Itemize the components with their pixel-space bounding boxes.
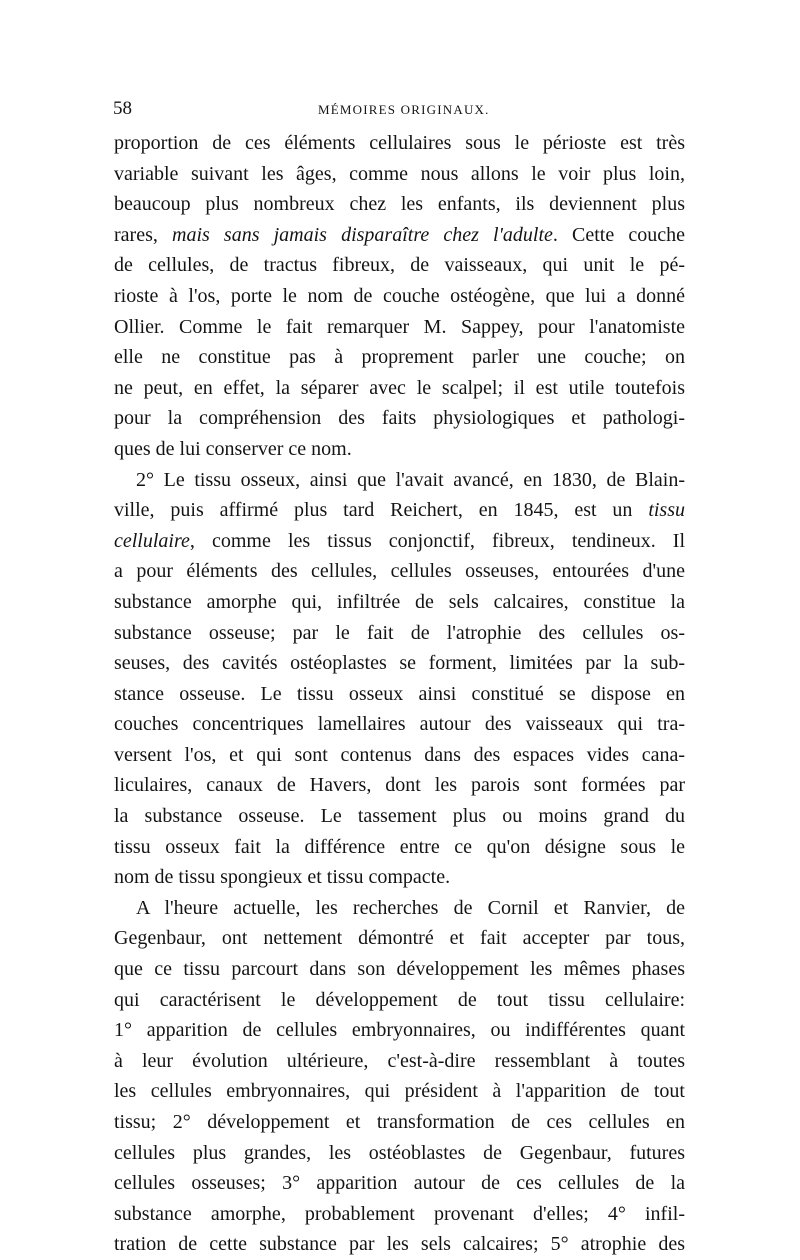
text-line: [114, 220, 685, 251]
text-line: beaucoup plus nombreux chez les enfants, ils deviennent plus: [114, 193, 685, 216]
text-line: substance amorphe qui, infiltrée de sels calcaires, constitue la: [114, 590, 685, 613]
running-title: MÉMOIRES ORIGINAUX.: [318, 102, 490, 117]
text-line: [114, 526, 685, 557]
text-line: couches concentriques lamellaires autour des vaisseaux qui tra-: [114, 713, 685, 736]
text-line: 2° Le tissu osseux, ainsi que l'avait avancé, en 1830, de Blain-: [136, 468, 685, 491]
text-line: rioste à l'os, porte le nom de couche ostéogène, que lui a donné: [114, 284, 685, 307]
text-segment: ville, puis affirmé plus tard Reichert, en 1845, est un: [114, 499, 649, 522]
italic-segment: tissu: [648, 499, 685, 522]
text-line: A l'heure actuelle, les recherches de Cornil et Ranvier, de: [136, 896, 685, 919]
text-line: seuses, des cavités ostéoplastes se forment, limitées par la sub-: [114, 652, 685, 675]
text-line: [114, 495, 685, 526]
text-line: Gegenbaur, ont nettement démontré et fait accepter par tous,: [114, 927, 685, 950]
text-segment: , comme les tissus conjonctif, fibreux, tendineux. Il: [189, 529, 685, 552]
text-line: 1° apparition de cellules embryonnaires, ou indifférentes quant: [114, 1019, 685, 1042]
text-line: stance osseuse. Le tissu osseux ainsi constitué se dispose en: [114, 682, 685, 705]
text-line: nom de tissu spongieux et tissu compacte.: [114, 866, 451, 889]
page-header: [113, 98, 687, 120]
text-line: elle ne constitue pas à proprement parler une couche; on: [114, 346, 685, 369]
text-line: a pour éléments des cellules, cellules osseuses, entourées d'une: [114, 560, 685, 583]
text-line: Ollier. Comme le fait remarquer M. Sappey, pour l'anatomiste: [114, 315, 685, 338]
text-line: cellules plus grandes, les ostéoblastes de Gegenbaur, futures: [114, 1141, 685, 1164]
text-segment: rares,: [114, 223, 172, 246]
text-line: substance amorphe, probablement provenant d'elles; 4° infil-: [114, 1202, 685, 1225]
text-line: tissu; 2° développement et transformation de ces cellules en: [114, 1111, 685, 1133]
text-line: ques de lui conserver ce nom.: [114, 437, 352, 460]
text-line: variable suivant les âges, comme nous allons le voir plus loin,: [114, 162, 685, 185]
text-line: pour la compréhension des faits physiologiques et pathologi-: [114, 407, 685, 430]
text-line: de cellules, de tractus fibreux, de vaisseaux, qui unit le pé-: [114, 254, 685, 277]
text-line: qui caractérisent le développement de tout tissu cellulaire:: [114, 988, 685, 1011]
text-line: proportion de ces éléments cellulaires sous le périoste est très: [114, 132, 685, 154]
text-line: versent l'os, et qui sont contenus dans des espaces vides cana-: [114, 743, 685, 766]
body-text: [114, 128, 685, 1260]
text-line: à leur évolution ultérieure, c'est-à-dire ressemblant à toutes: [114, 1049, 685, 1072]
text-line: ne peut, en effet, la séparer avec le scalpel; il est utile toutefois: [114, 376, 685, 399]
text-segment: . Cette couche: [552, 223, 685, 246]
text-line: que ce tissu parcourt dans son développement les mêmes phases: [114, 958, 685, 981]
italic-segment: mais sans jamais disparaître chez l'adulte: [172, 223, 553, 246]
text-line: la substance osseuse. Le tassement plus ou moins grand du: [114, 805, 685, 828]
text-line: tissu osseux fait la différence entre ce qu'on désigne sous le: [114, 835, 685, 858]
text-line: substance osseuse; par le fait de l'atrophie des cellules os-: [114, 621, 685, 644]
text-line: cellules osseuses; 3° apparition autour de ces cellules de la: [114, 1172, 685, 1195]
text-line: tration de cette substance par les sels calcaires; 5° atrophie des: [114, 1233, 685, 1256]
page-number: 58: [113, 98, 132, 119]
text-line: les cellules embryonnaires, qui président à l'apparition de tout: [114, 1080, 685, 1103]
text-line: liculaires, canaux de Havers, dont les parois sont formées par: [114, 774, 685, 797]
italic-segment: cellulaire: [114, 529, 190, 552]
